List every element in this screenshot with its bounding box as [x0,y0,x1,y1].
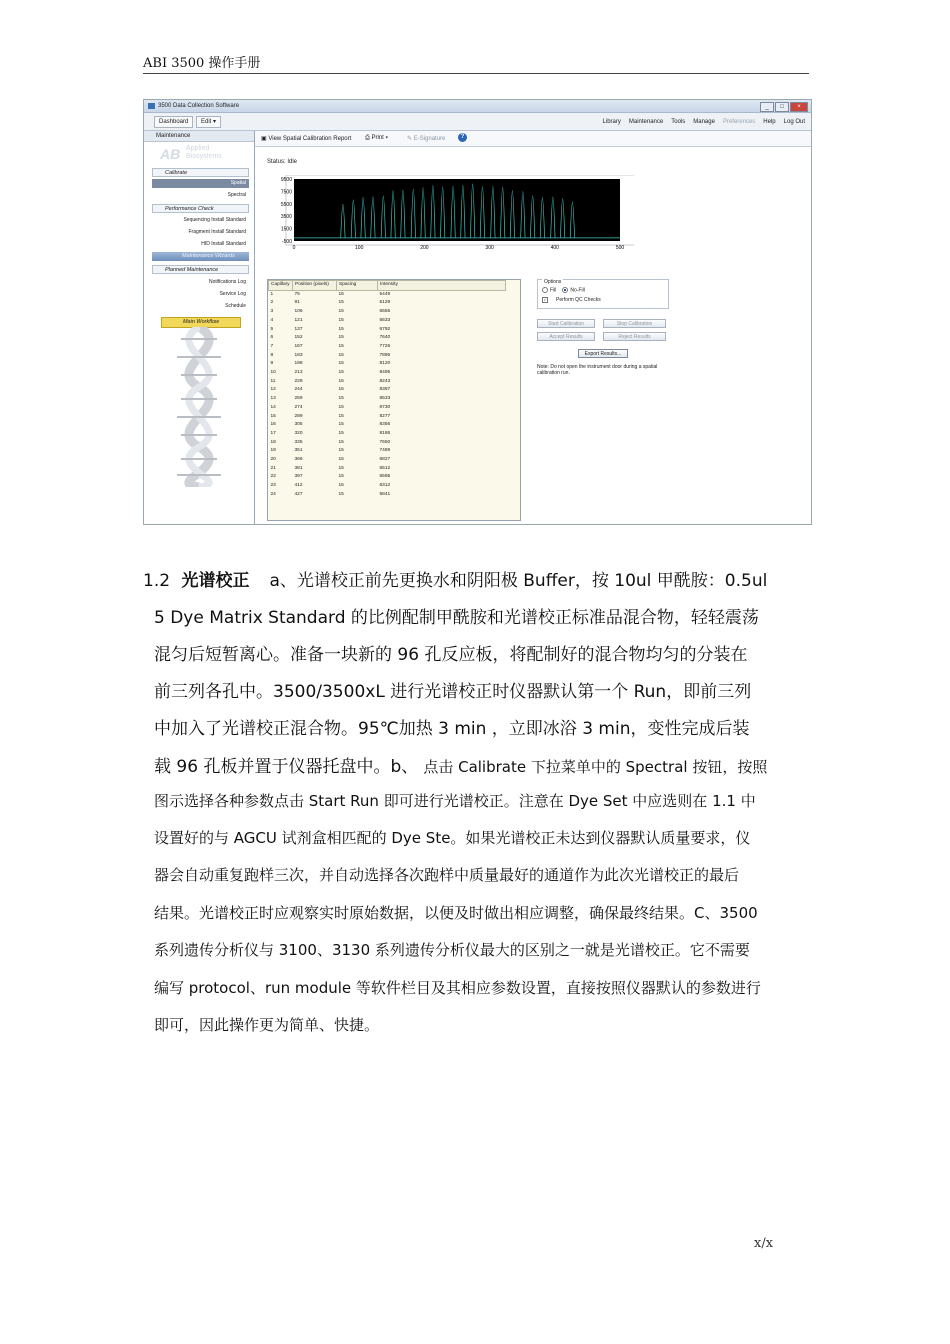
y-tick-label: -500 [281,239,292,245]
cell-capillary: 22 [270,474,276,480]
cell-capillary: 24 [270,491,276,497]
x-tick-label: 500 [615,245,625,251]
cell-intensity: 6555 [379,309,391,315]
stop-calibration-button[interactable]: Stop Calibration [603,319,666,328]
nav-item-spatial[interactable]: Spatial [152,179,249,188]
table-row[interactable] [269,369,506,378]
reject-results-button[interactable]: Reject Results [603,332,666,341]
options-group [537,279,669,309]
view-report-button[interactable]: ▣ View Spatial Calibration Report [261,136,352,142]
cell-capillary: 18 [270,439,276,445]
main-content [255,131,811,524]
cell-spacing: 15 [338,465,344,471]
x-tick-labels [293,245,625,251]
body-line-6 [154,752,767,777]
esignature-label: E-Signature [413,136,446,142]
table-row[interactable] [269,290,506,299]
column-header-spacing[interactable]: Spacing [337,281,378,291]
body-line-11: 系列遗传分析仪与 3100、3130 系列遗传分析仪最大的区别之一就是光谱校正。它不需要 [154,941,750,959]
cell-spacing: 15 [338,396,344,402]
nav-item-hid-install[interactable]: HID Install Standard [201,241,246,247]
cell-capillary: 13 [270,396,276,402]
body-line-6a: 载 96 孔板并置于仪器托盘中。b、 [154,757,419,777]
cell-intensity: 7896 [379,352,391,358]
cell-position: 351 [294,448,303,454]
cell-position: 274 [294,404,303,410]
cell-intensity: 8277 [379,413,391,419]
app-icon [148,103,155,109]
table-row[interactable] [269,491,506,500]
body-line-13: 即可，因此操作更为简单、快捷。 [154,1016,380,1034]
content-toolbar [255,131,811,147]
body-line-7: 图示选择各种参数点击 Start Run 即可进行光谱校正。注意在 Dye Set 中应选则在 1.1 中 [154,792,756,810]
cell-spacing: 15 [338,309,344,315]
heading-title: 光谱校正 [181,571,250,591]
cell-intensity: 6792 [379,326,391,332]
table-row[interactable] [269,343,506,352]
page-number: x/x [754,1236,774,1251]
logo-text-2: Biosystems [186,153,222,160]
nofill-radio[interactable] [562,287,584,293]
window-controls [760,102,808,112]
window-title: 3500 Data Collection Software [158,103,240,109]
cell-position: 75 [294,291,300,297]
cell-position: 91 [294,300,300,306]
body-line-9: 器会自动重复跑样三次，并自动选择各次跑样中质量最好的通道作为此次光谱校正的最后 [154,866,740,884]
door-warning-note: Note: Do not open the instrument door during a spatial calibration run. [537,364,658,376]
section-performance-check[interactable]: Performance Check [152,204,249,213]
table-row[interactable] [269,482,506,491]
y-tick-label: 7500 [280,189,292,196]
cell-position: 213 [294,370,303,376]
maintenance-wizards-bar[interactable]: Maintenance Wizards [152,252,249,261]
cell-position: 397 [294,474,303,480]
print-button[interactable]: ⎙ Print ▾ [365,135,388,141]
body-line-4: 前三列各孔中。3500/3500xL 进行光谱校正时仪器默认第一个 Run，即前三列 [154,682,752,702]
nav-header-label: Maintenance [156,133,191,139]
table-row[interactable] [269,465,506,474]
menu-library[interactable]: Library [602,119,621,125]
cell-spacing: 15 [338,430,344,436]
cell-position: 412 [294,483,303,489]
menu-maintenance[interactable]: Maintenance [628,119,664,125]
nav-header [144,131,254,142]
table-row[interactable] [269,352,506,361]
section-heading [143,566,767,591]
cell-spacing: 15 [338,370,344,376]
table-row[interactable] [269,447,506,456]
cell-position: 228 [294,378,303,384]
cell-intensity: 7650 [379,439,391,445]
body-line-8: 设置好的与 AGCU 试剂盒相匹配的 Dye Ste。如果光谱校正未达到仪器默认质量要求，仪 [154,829,751,847]
cell-spacing: 15 [338,439,344,445]
cell-position: 335 [294,439,303,445]
cell-spacing: 15 [338,448,344,454]
logo-mark: AB [160,146,181,162]
logo-text [186,145,222,161]
menu-manage[interactable]: Manage [693,119,715,125]
capillary-table [267,279,521,521]
edit-menu[interactable]: Edit ▾ [196,116,221,128]
status-text: Status: Idle [267,159,298,165]
nofill-label: No-Fill [570,287,585,294]
cell-intensity: 5841 [379,491,391,497]
cell-intensity: 8367 [379,387,391,393]
table-row[interactable] [269,439,506,448]
cell-intensity: 7726 [379,343,391,349]
cell-intensity: 8243 [379,378,391,384]
cell-capillary: 2 [270,300,274,306]
cell-intensity: 6129 [379,300,391,306]
table-row[interactable] [269,413,506,422]
window-titlebar [144,100,811,113]
cell-capillary: 11 [270,378,276,384]
section-calibrate[interactable]: Calibrate [152,168,249,177]
body-line-1: a、光谱校正前先更换水和阴阳极 Buffer，按 10ul 甲酰胺：0.5ul [269,571,768,591]
x-tick-label: 300 [485,245,494,251]
edit-menu-label: Edit [201,119,212,125]
table-row[interactable] [269,360,506,369]
nav-item-service-log[interactable]: Service Log [219,291,246,297]
cell-capillary: 20 [270,457,276,463]
table-row[interactable] [269,334,506,343]
cell-intensity: 6595 [379,474,391,480]
cell-capillary: 17 [270,430,276,436]
page-header [143,56,809,74]
fill-radio-row [542,287,585,293]
cell-intensity: 8120 [379,361,391,367]
cell-capillary: 19 [270,448,276,454]
cell-intensity: 8730 [379,404,391,410]
export-results-button[interactable]: Export Results... [578,349,628,358]
y-tick-label: 5500 [280,201,292,208]
cell-position: 137 [294,326,303,332]
nofill-radio-icon [562,287,568,293]
menu-help[interactable]: Help [763,119,776,125]
cell-capillary: 8 [270,352,274,358]
table-row[interactable] [269,456,506,465]
cell-intensity: 6312 [379,483,391,489]
cell-position: 106 [294,309,303,315]
body-line-2: 5 Dye Matrix Standard 的比例配制甲酰胺和光谱校正标准品混合物，轻轻震荡 [154,608,759,628]
cell-spacing: 15 [338,326,344,332]
accept-results-button[interactable]: Accept Results [537,332,595,341]
nav-item-notifications-log[interactable]: Notifications Log [209,279,246,285]
nav-item-schedule[interactable]: Schedule [225,303,246,309]
cell-intensity: 8533 [379,396,391,402]
cell-spacing: 15 [338,352,344,358]
section-planned-maintenance[interactable]: Planned Maintenance [152,265,249,274]
start-calibration-button[interactable]: Start Calibration [537,319,595,328]
help-icon[interactable]: ? [458,133,467,142]
cell-position: 320 [294,430,303,436]
capillary-results-table [268,280,506,500]
cell-capillary: 6 [270,335,274,341]
fill-radio-icon [542,287,548,293]
cell-capillary: 4 [270,317,274,323]
body-line-10: 结果。光谱校正时应观察实时原始数据，以便及时做出相应调整，确保最终结果。C、3500 [154,904,758,922]
cell-capillary: 1 [270,291,274,297]
cell-capillary: 15 [270,413,276,419]
table-row[interactable] [269,386,506,395]
close-icon[interactable]: × [790,102,808,112]
cell-intensity: 6827 [379,457,391,463]
body-line-6b: 点击 Calibrate 下拉菜单中的 Spectral 按钮，按照 [423,758,768,776]
qc-checkbox-row[interactable] [542,297,601,303]
cell-position: 121 [294,317,303,323]
cell-position: 305 [294,422,303,428]
cell-position: 259 [294,396,303,402]
cell-intensity: 8186 [379,430,391,436]
plot-area [294,179,620,241]
dna-helix-image [159,327,239,487]
cell-spacing: 15 [338,378,344,384]
table-row[interactable] [269,317,506,326]
column-header-capillary[interactable]: Capillary [269,281,293,291]
cell-position: 289 [294,413,303,419]
cell-capillary: 21 [270,465,276,471]
tab-dashboard[interactable]: Dashboard [154,116,193,128]
fill-label: Fill [550,287,557,294]
cell-position: 152 [294,335,303,341]
table-header-row [269,281,506,291]
table-row[interactable] [269,404,506,413]
cell-spacing: 15 [338,404,344,410]
cell-spacing: 15 [338,343,344,349]
left-navigation [144,131,255,524]
fill-radio[interactable] [542,287,556,293]
heading-number: 1.2 [143,571,171,591]
right-menu [603,119,805,125]
software-screenshot [143,99,812,525]
cell-spacing: 15 [338,491,344,497]
esignature-button[interactable]: ✎ E-Signature [407,136,446,142]
minimize-icon[interactable]: _ [760,102,774,112]
cell-spacing: 15 [338,361,344,367]
nav-item-sequencing-install[interactable]: Sequencing Install Standard [183,217,246,223]
cell-intensity: 5449 [379,291,391,297]
cell-intensity: 6633 [379,317,391,323]
nav-item-spectral[interactable]: Spectral [227,192,246,198]
print-label: Print [371,135,384,141]
options-label: Options [544,279,562,285]
body-line-5: 中加入了光谱校正混合物。95℃加热 3 min ，立即冰浴 3 min，变性完成后装 [154,719,750,739]
cell-spacing: 15 [338,317,344,323]
checkbox-icon: ✓ [543,297,547,302]
menu-preferences[interactable]: Preferences [722,119,756,125]
y-tick-label: 1500 [280,226,292,233]
y-tick-label: 9500 [280,177,292,183]
cell-capillary: 14 [270,404,276,410]
column-header-position[interactable]: Position (pixels) [293,281,337,291]
table-row[interactable] [269,308,506,317]
cell-position: 167 [294,343,303,349]
cell-intensity: 6512 [379,465,391,471]
cell-spacing: 15 [338,335,344,341]
table-row[interactable] [269,326,506,335]
qc-label: Perform QC Checks [556,297,601,303]
body-line-12: 编写 protocol、run module 等软件栏目及其相应参数设置，直接按照仪器默认的参数进行 [154,979,761,997]
table-row[interactable] [269,299,506,308]
cell-spacing: 15 [338,413,344,419]
x-tick-label: 200 [420,245,429,251]
nav-item-fragment-install[interactable]: Fragment Install Standard [188,229,246,235]
cell-position: 244 [294,387,303,393]
cell-capillary: 16 [270,422,276,428]
cell-intensity: 7640 [379,335,391,341]
cell-intensity: 7489 [379,448,391,454]
cell-position: 183 [294,352,303,358]
cell-capillary: 23 [270,483,276,489]
column-header-intensity[interactable]: Intensity [378,281,506,291]
cell-spacing: 15 [338,474,344,480]
table-row[interactable] [269,378,506,387]
table-row[interactable] [269,395,506,404]
logo-text-1: Applied [186,145,210,152]
calibration-plot [264,175,634,265]
cell-capillary: 10 [270,370,276,376]
y-tick-label: 3500 [280,214,292,221]
table-row[interactable] [269,473,506,482]
maximize-icon[interactable]: □ [775,102,789,112]
x-tick-label: 100 [355,245,364,251]
main-workflow-button[interactable]: Main Workflow [161,317,241,328]
menubar [144,113,811,131]
table-row[interactable] [269,430,506,439]
cell-spacing: 15 [338,483,344,489]
brand-logo [160,144,240,164]
body-line-3: 混匀后短暂离心。准备一块新的 96 孔反应板，将配制好的混合物均匀的分装在 [154,645,748,665]
x-tick-label: 0 [292,245,296,251]
cell-spacing: 15 [338,457,344,463]
cell-intensity: 8495 [379,370,391,376]
cell-spacing: 15 [338,300,344,306]
menu-logout[interactable]: Log Out [783,119,805,125]
cell-capillary: 12 [270,387,276,393]
menu-tools[interactable]: Tools [671,119,686,125]
view-report-label: View Spatial Calibration Report [268,136,352,142]
cell-capillary: 3 [270,309,274,315]
x-tick-label: 400 [550,245,559,251]
cell-position: 427 [294,491,303,497]
cell-position: 366 [294,457,303,463]
cell-spacing: 15 [338,387,344,393]
cell-position: 381 [294,465,303,471]
cell-capillary: 9 [270,361,274,367]
cell-capillary: 5 [270,326,274,332]
table-row[interactable] [269,421,506,430]
cell-spacing: 16 [338,291,344,297]
cell-position: 198 [294,361,303,367]
cell-intensity: 8356 [379,422,391,428]
cell-capillary: 7 [270,343,274,349]
document-title: ABI 3500 操作手册 [143,56,261,71]
cell-spacing: 15 [338,422,344,428]
